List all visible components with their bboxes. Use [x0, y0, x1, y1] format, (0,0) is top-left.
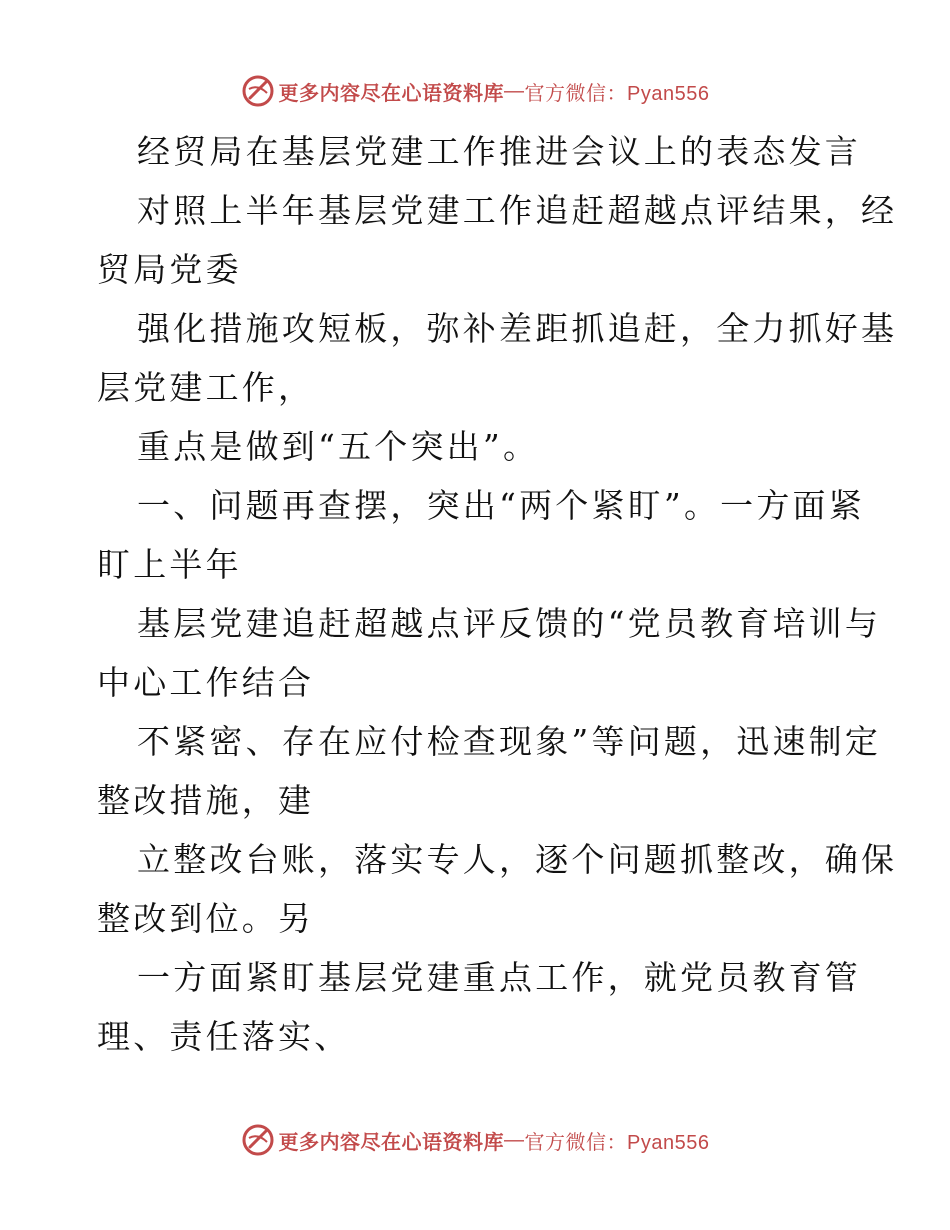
text-line: 基层党建追赶超越点评反馈的“党员教育培训与 [137, 604, 882, 643]
text-line: 不紧密、存在应付检查现象”等问题，迅速制定 [137, 722, 882, 761]
banner-text: 更多内容尽在心语资料库 [278, 80, 505, 105]
banner-wechat: 官方微信：Pyan556 [524, 82, 710, 105]
text-line: 对照上半年基层党建工作追赶超越点评结果，经 [137, 191, 898, 230]
text-line: 一方面紧盯基层党建重点工作，就党员教育管 [137, 958, 861, 997]
text-line: 强化措施攻短板，弥补差距抓追赶，全力抓好基 [137, 309, 898, 348]
text-line: 盯上半年 [97, 545, 242, 584]
text-line: 整改到位。另 [97, 899, 315, 938]
text-line: 贸局党委 [97, 250, 242, 289]
logo-icon [241, 1123, 275, 1157]
banner-dash: — [504, 79, 525, 102]
text-line: 重点是做到“五个突出”。 [137, 427, 540, 466]
document-body [97, 122, 898, 1066]
logo-icon [241, 74, 275, 108]
banner-text: 更多内容尽在心语资料库 [278, 1129, 505, 1154]
banner-dash: — [504, 1128, 525, 1151]
footer-banner [0, 1120, 950, 1160]
banner-wechat: 官方微信：Pyan556 [524, 1131, 710, 1154]
text-line: 一、问题再查摆，突出“两个紧盯”。一方面紧 [137, 486, 865, 525]
text-line: 理、责任落实、 [97, 1017, 351, 1056]
text-line: 层党建工作， [97, 368, 315, 407]
document-title: 经贸局在基层党建工作推进会议上的表态发言 [137, 132, 861, 171]
text-line: 整改措施，建 [97, 781, 315, 820]
header-banner [0, 71, 950, 111]
text-line: 中心工作结合 [97, 663, 315, 702]
text-line: 立整改台账，落实专人，逐个问题抓整改，确保 [137, 840, 898, 879]
